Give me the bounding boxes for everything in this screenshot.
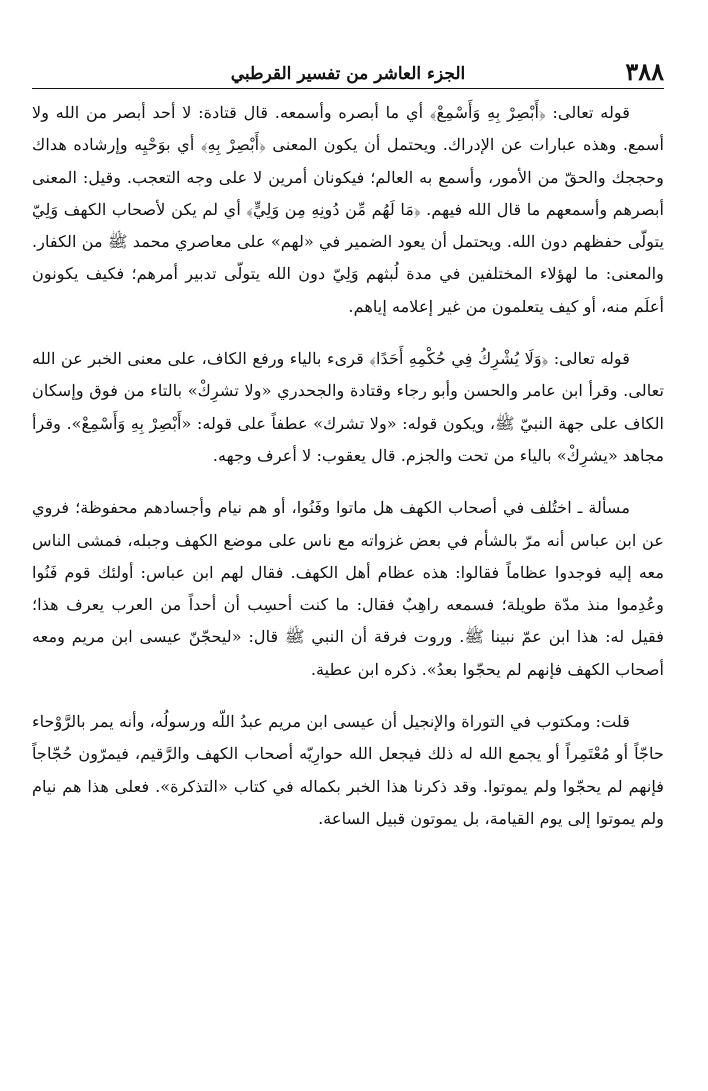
paragraph-3: مسألة ـ اختُلف في أصحاب الكهف هل ماتوا وفَنُوا، أو هم نيام وأجسادهم محفوظة؛ فروي عن ابن عباس أنه مرّ بالشأم في بعض غزواته مع ناس على موضع الكهف وجبله، فمشى الناس معه إليه فوجدوا عظاماً فقالوا: هذه عظام أهل الكهف. فقال لهم ابن عباس: أولئك قوم فَنُوا وعُدِموا منذ مدّة طويلة؛ فسمعه راهِبٌ فقال: ما كنت أحسِب أن أحداً من العرب يعرف هذا؛ فقيل له: هذا ابن عمّ نبينا ﷺ. وروت فرقة أن النبي ﷺ قال: «ليحجّنّ عيسى ابن مريم ومعه أصحاب الكهف فإنهم لم يحجّوا بعدُ». ذكره ابن عطية. [32, 498, 664, 679]
paragraph-1: قوله تعالى: ﴿أَبْصِرْ بِهِ وَأَسْمِعْ﴾ أي ما أبصره وأسمعه. قال قتادة: لا أحد أبصر من الله ولا أسمع. وهذه عبارات عن الإدراك. ويحتمل أن يكون المعنى ﴿أَبْصِرْ بِهِ﴾ أي بوَحْيِه وإرشاده هداك وحججك والحقّ من الأمور، وأسمع به العالم؛ فيكونان أمرين لا على وجه التعجب. وقيل: المعنى أبصرهم وأسمعهم ما قال الله فيهم. ﴿مَا لَهُم مِّن دُونِهِ مِن وَلِيٍّ﴾ أي لم يكن لأصحاب الكهف وَلِيّ يتولّى حفظهم دون الله. ويحتمل أن يعود الضمير في «لهم» على معاصري محمد ﷺ من الكفار. والمعنى: ما لهؤلاء المختلفين في مدة لُبثهم وَلِيّ دون الله يتولّى تدبير أمرهم؛ فكيف يكونون أعلَم منه، أو كيف يتعلمون من غير إعلامه إياهم. [32, 103, 664, 316]
page-body [32, 97, 664, 835]
running-title: الجزء العاشر من تفسير القرطبي [230, 64, 466, 84]
page-number: ٣٨٨ [625, 57, 664, 86]
book-page [32, 52, 664, 1091]
paragraph-2: قوله تعالى: ﴿وَلَا يُشْرِكُ فِي حُكْمِهِ أَحَدًا﴾ قرىء بالياء ورفع الكاف، على معنى الخبر عن الله تعالى. وقرأ ابن عامر والحسن وأبو رجاء وقتادة والجحدري «ولا تشرِكْ» بالتاء من فوق وإسكان الكاف على جهة النبيّ ﷺ، ويكون قوله: «ولا تشرك» عطفاً على قوله: «أَبْصِرْ بِهِ وَأَسْمِعْ». وقرأ مجاهد «يشرِكْ» بالياء من تحت والجزم. قال يعقوب: لا أعرف وجهه. [32, 349, 664, 465]
page-header [32, 52, 664, 88]
header-rule [32, 88, 664, 89]
paragraph-4: قلت: ومكتوب في التوراة والإنجيل أن عيسى ابن مريم عبدُ اللّه ورسولُه، وأنه يمر بالرَّوْحاء حاجّاً أو مُعْتَمِراً أو يجمع الله له ذلك فيجعل الله حوارِيّه أصحاب الكهف والرَّقيم، فيمرّون حُجّاجاً فإنهم لم يحجّوا ولم يموتوا. وقد ذكرنا هذا الخبر بكماله في كتاب «التذكرة». فعلى هذا هم نيام ولم يموتوا إلى يوم القيامة، بل يموتون قبيل الساعة. [32, 712, 664, 828]
